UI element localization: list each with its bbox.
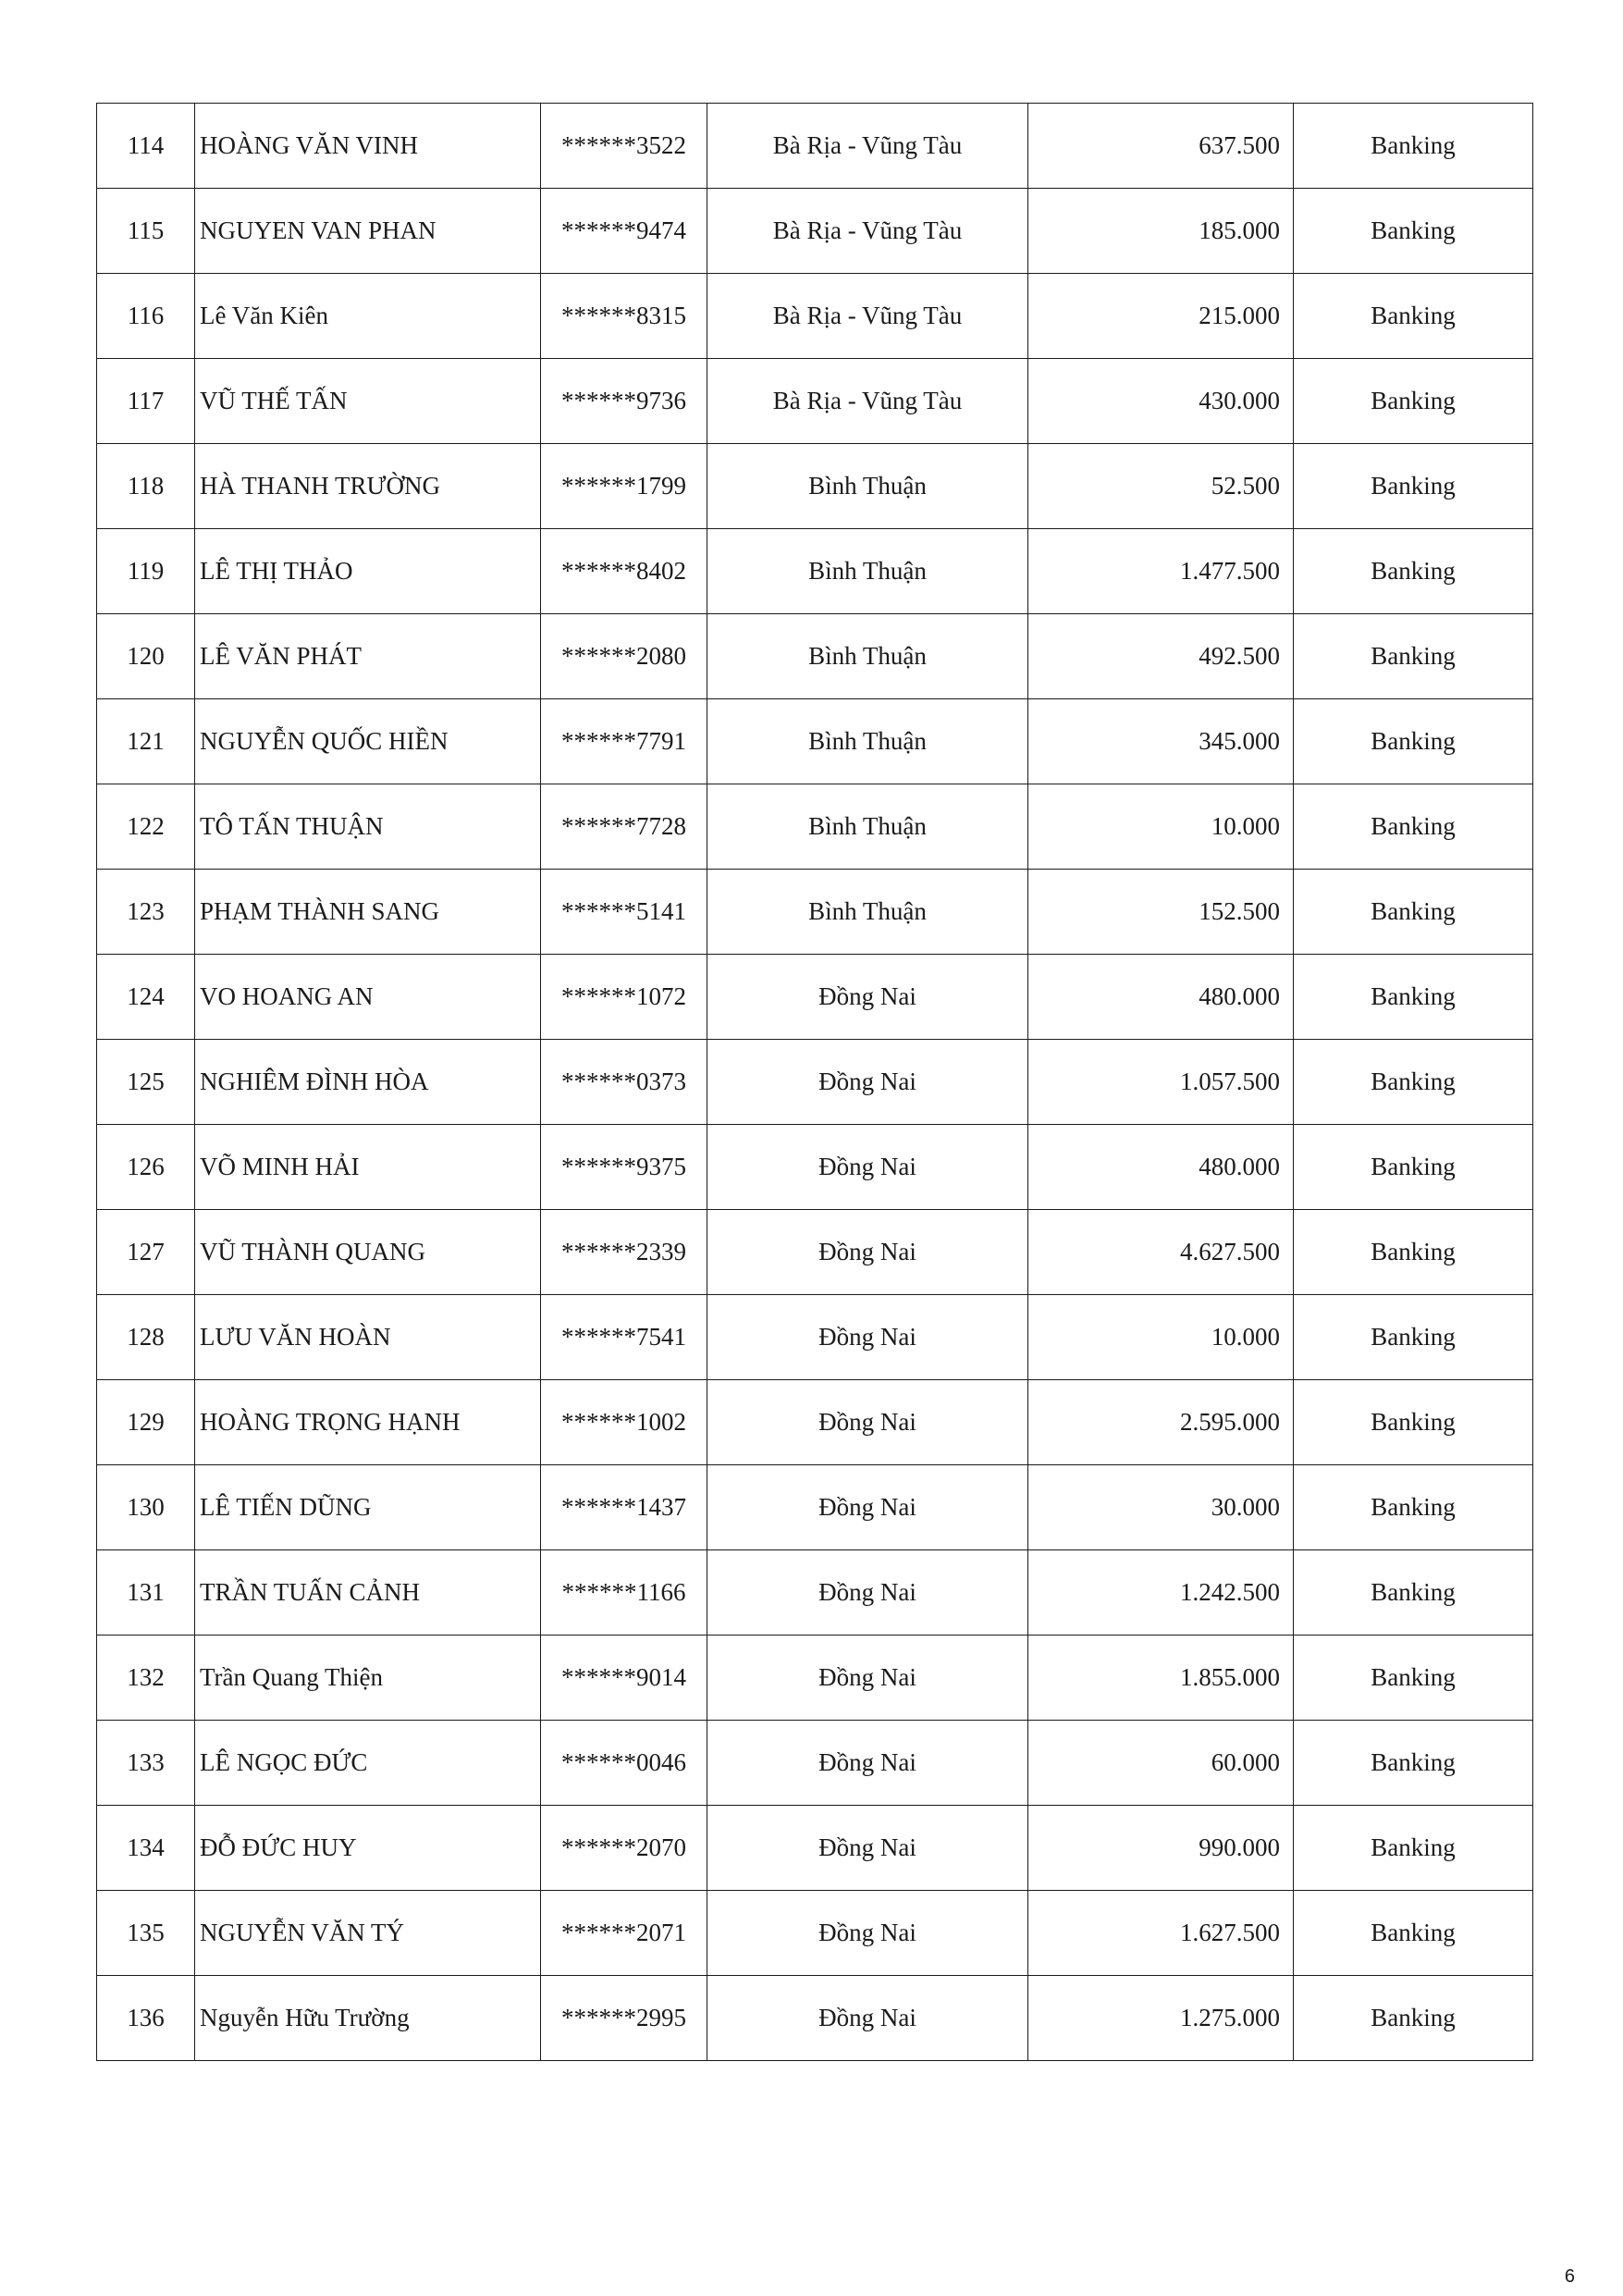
recipient-name: TÔ TẤN THUẬN [195, 784, 541, 870]
masked-id: ******9474 [541, 189, 707, 274]
masked-id: ******7791 [541, 699, 707, 784]
row-number: 136 [97, 1976, 195, 2061]
row-number: 135 [97, 1891, 195, 1976]
table-row [97, 1636, 1533, 1721]
row-number: 118 [97, 444, 195, 529]
row-number: 116 [97, 274, 195, 359]
table-row [97, 1550, 1533, 1636]
recipient-name: VŨ THÀNH QUANG [195, 1210, 541, 1295]
amount: 1.477.500 [1028, 529, 1294, 614]
amount: 492.500 [1028, 614, 1294, 699]
province: Đồng Nai [707, 1040, 1028, 1125]
table-row [97, 1891, 1533, 1976]
amount: 1.242.500 [1028, 1550, 1294, 1636]
row-number: 127 [97, 1210, 195, 1295]
row-number: 121 [97, 699, 195, 784]
table-row [97, 1210, 1533, 1295]
payment-method: Banking [1294, 1040, 1533, 1125]
row-number: 130 [97, 1465, 195, 1550]
recipient-name: LÊ TIẾN DŨNG [195, 1465, 541, 1550]
row-number: 131 [97, 1550, 195, 1636]
table-row [97, 955, 1533, 1040]
row-number: 133 [97, 1721, 195, 1806]
province: Bình Thuận [707, 614, 1028, 699]
masked-id: ******8315 [541, 274, 707, 359]
payment-method: Banking [1294, 359, 1533, 444]
masked-id: ******2080 [541, 614, 707, 699]
masked-id: ******5141 [541, 870, 707, 955]
masked-id: ******2071 [541, 1891, 707, 1976]
masked-id: ******9736 [541, 359, 707, 444]
masked-id: ******0373 [541, 1040, 707, 1125]
payment-method: Banking [1294, 1636, 1533, 1721]
masked-id: ******1002 [541, 1380, 707, 1465]
province: Đồng Nai [707, 1210, 1028, 1295]
masked-id: ******2070 [541, 1806, 707, 1891]
province: Bà Rịa - Vũng Tàu [707, 274, 1028, 359]
recipient-name: VŨ THẾ TẤN [195, 359, 541, 444]
payment-method: Banking [1294, 1380, 1533, 1465]
masked-id: ******1799 [541, 444, 707, 529]
row-number: 115 [97, 189, 195, 274]
amount: 10.000 [1028, 1295, 1294, 1380]
recipient-name: VO HOANG AN [195, 955, 541, 1040]
province: Đồng Nai [707, 1891, 1028, 1976]
amount: 480.000 [1028, 955, 1294, 1040]
payment-method: Banking [1294, 1806, 1533, 1891]
province: Đồng Nai [707, 1806, 1028, 1891]
payment-method: Banking [1294, 1891, 1533, 1976]
table-row [97, 1040, 1533, 1125]
table-row [97, 1976, 1533, 2061]
province: Đồng Nai [707, 1295, 1028, 1380]
province: Đồng Nai [707, 1976, 1028, 2061]
masked-id: ******1437 [541, 1465, 707, 1550]
payment-method: Banking [1294, 1465, 1533, 1550]
province: Bình Thuận [707, 784, 1028, 870]
payment-method: Banking [1294, 955, 1533, 1040]
province: Đồng Nai [707, 1721, 1028, 1806]
masked-id: ******0046 [541, 1721, 707, 1806]
recipient-name: TRẦN TUẤN CẢNH [195, 1550, 541, 1636]
table-row [97, 359, 1533, 444]
row-number: 122 [97, 784, 195, 870]
amount: 30.000 [1028, 1465, 1294, 1550]
recipient-name: Trần Quang Thiện [195, 1636, 541, 1721]
masked-id: ******8402 [541, 529, 707, 614]
row-number: 126 [97, 1125, 195, 1210]
masked-id: ******7541 [541, 1295, 707, 1380]
row-number: 125 [97, 1040, 195, 1125]
payment-method: Banking [1294, 274, 1533, 359]
page-number: 6 [1564, 2266, 1575, 2287]
recipient-name: ĐỖ ĐỨC HUY [195, 1806, 541, 1891]
table-row [97, 1380, 1533, 1465]
payment-method: Banking [1294, 699, 1533, 784]
row-number: 120 [97, 614, 195, 699]
masked-id: ******9375 [541, 1125, 707, 1210]
masked-id: ******1072 [541, 955, 707, 1040]
recipient-name: LÊ VĂN PHÁT [195, 614, 541, 699]
payment-method: Banking [1294, 529, 1533, 614]
masked-id: ******1166 [541, 1550, 707, 1636]
table-row [97, 274, 1533, 359]
amount: 52.500 [1028, 444, 1294, 529]
province: Bình Thuận [707, 444, 1028, 529]
amount: 990.000 [1028, 1806, 1294, 1891]
payment-method: Banking [1294, 784, 1533, 870]
recipient-name: LƯU VĂN HOÀN [195, 1295, 541, 1380]
row-number: 129 [97, 1380, 195, 1465]
province: Bà Rịa - Vũng Tàu [707, 359, 1028, 444]
row-number: 128 [97, 1295, 195, 1380]
table-row [97, 784, 1533, 870]
amount: 1.855.000 [1028, 1636, 1294, 1721]
province: Đồng Nai [707, 1636, 1028, 1721]
recipient-name: HOÀNG TRỌNG HẠNH [195, 1380, 541, 1465]
amount: 185.000 [1028, 189, 1294, 274]
recipient-name: LÊ THỊ THẢO [195, 529, 541, 614]
province: Đồng Nai [707, 1380, 1028, 1465]
amount: 637.500 [1028, 104, 1294, 189]
payment-method: Banking [1294, 870, 1533, 955]
payment-method: Banking [1294, 1721, 1533, 1806]
row-number: 132 [97, 1636, 195, 1721]
amount: 480.000 [1028, 1125, 1294, 1210]
payment-method: Banking [1294, 1210, 1533, 1295]
row-number: 124 [97, 955, 195, 1040]
row-number: 114 [97, 104, 195, 189]
recipient-name: Nguyễn Hữu Trường [195, 1976, 541, 2061]
table-row [97, 444, 1533, 529]
province: Đồng Nai [707, 1550, 1028, 1636]
province: Bình Thuận [707, 529, 1028, 614]
amount: 60.000 [1028, 1721, 1294, 1806]
recipient-name: HOÀNG VĂN VINH [195, 104, 541, 189]
province: Bình Thuận [707, 870, 1028, 955]
records-table-body [97, 104, 1533, 2061]
payment-method: Banking [1294, 614, 1533, 699]
payment-method: Banking [1294, 1550, 1533, 1636]
province: Đồng Nai [707, 1465, 1028, 1550]
table-row [97, 1465, 1533, 1550]
row-number: 119 [97, 529, 195, 614]
payment-method: Banking [1294, 104, 1533, 189]
amount: 1.057.500 [1028, 1040, 1294, 1125]
table-row [97, 1125, 1533, 1210]
recipient-name: HÀ THANH TRƯỜNG [195, 444, 541, 529]
row-number: 134 [97, 1806, 195, 1891]
province: Bà Rịa - Vũng Tàu [707, 104, 1028, 189]
table-row [97, 189, 1533, 274]
table-row [97, 870, 1533, 955]
payment-method: Banking [1294, 189, 1533, 274]
payment-method: Banking [1294, 1125, 1533, 1210]
table-row [97, 1295, 1533, 1380]
province: Đồng Nai [707, 1125, 1028, 1210]
payment-method: Banking [1294, 1295, 1533, 1380]
recipient-name: VÕ MINH HẢI [195, 1125, 541, 1210]
province: Đồng Nai [707, 955, 1028, 1040]
amount: 2.595.000 [1028, 1380, 1294, 1465]
recipient-name: PHẠM THÀNH SANG [195, 870, 541, 955]
amount: 4.627.500 [1028, 1210, 1294, 1295]
amount: 430.000 [1028, 359, 1294, 444]
recipient-name: NGUYỄN QUỐC HIỀN [195, 699, 541, 784]
recipient-name: Lê Văn Kiên [195, 274, 541, 359]
table-row [97, 699, 1533, 784]
masked-id: ******9014 [541, 1636, 707, 1721]
records-table [96, 103, 1533, 2061]
masked-id: ******7728 [541, 784, 707, 870]
table-row [97, 104, 1533, 189]
row-number: 123 [97, 870, 195, 955]
amount: 215.000 [1028, 274, 1294, 359]
table-row [97, 614, 1533, 699]
province: Bình Thuận [707, 699, 1028, 784]
masked-id: ******3522 [541, 104, 707, 189]
province: Bà Rịa - Vũng Tàu [707, 189, 1028, 274]
row-number: 117 [97, 359, 195, 444]
amount: 1.275.000 [1028, 1976, 1294, 2061]
table-row [97, 529, 1533, 614]
payment-method: Banking [1294, 444, 1533, 529]
payment-method: Banking [1294, 1976, 1533, 2061]
table-row [97, 1806, 1533, 1891]
recipient-name: NGHIÊM ĐÌNH HÒA [195, 1040, 541, 1125]
amount: 152.500 [1028, 870, 1294, 955]
recipient-name: NGUYEN VAN PHAN [195, 189, 541, 274]
table-row [97, 1721, 1533, 1806]
amount: 1.627.500 [1028, 1891, 1294, 1976]
amount: 10.000 [1028, 784, 1294, 870]
amount: 345.000 [1028, 699, 1294, 784]
masked-id: ******2995 [541, 1976, 707, 2061]
recipient-name: NGUYỄN VĂN TÝ [195, 1891, 541, 1976]
masked-id: ******2339 [541, 1210, 707, 1295]
recipient-name: LÊ NGỌC ĐỨC [195, 1721, 541, 1806]
